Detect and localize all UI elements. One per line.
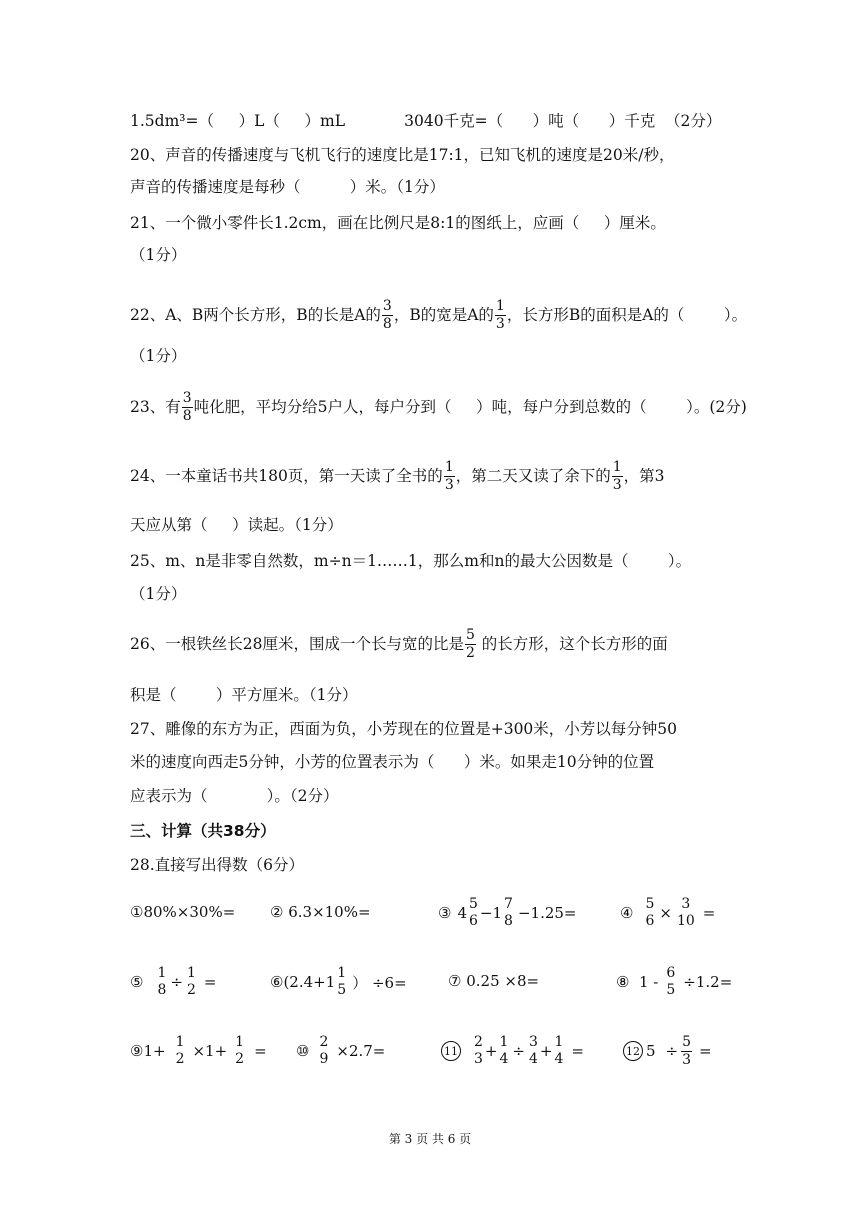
- q22-text-3: ，长方形B的面积是A的（ ）。: [506, 306, 748, 324]
- q21-line2: （1分）: [130, 246, 187, 264]
- q24-text-3: ，第3: [623, 467, 665, 485]
- numerator: 2: [474, 1034, 483, 1050]
- q19-line: 1.5dm³=（ ）L（ ）mL 3040千克=（ ）吨（ ）千克 （2分）: [130, 112, 722, 130]
- q26-line2: 积是（ ）平方厘米。（1分）: [130, 686, 358, 704]
- operator: ×: [659, 904, 672, 922]
- fraction: [382, 298, 393, 333]
- fraction: [554, 1034, 565, 1068]
- q22-line2: （1分）: [130, 347, 187, 365]
- q25-line2: （1分）: [130, 585, 187, 603]
- denominator: 2: [186, 982, 196, 998]
- fraction: [473, 1034, 484, 1068]
- calc-item-12: [623, 1031, 712, 1071]
- numerator: 1: [186, 965, 196, 981]
- calc-item-2: ② 6.3×10%=: [270, 903, 371, 921]
- q20-line1: 20、声音的传播速度与飞机飞行的速度比是17:1，已知飞机的速度是20米/秒，: [130, 146, 675, 164]
- calc-tail: −1.25=: [517, 904, 577, 922]
- denominator: 2: [465, 644, 475, 661]
- fraction: [318, 1034, 329, 1068]
- circled-number-12: 12: [623, 1041, 643, 1061]
- fraction: [528, 1034, 539, 1068]
- q25-line1: 25、m、n是非零自然数，m÷n＝1……1，那么m和n的最大公因数是（ ）。: [130, 552, 692, 570]
- denominator: 3: [612, 476, 622, 493]
- numerator: 6: [666, 965, 676, 981]
- whole-number: 5: [646, 1042, 656, 1060]
- calc-tail: ） ÷6=: [352, 973, 407, 992]
- q24-text-2: ，第二天又读了余下的: [455, 467, 611, 485]
- calc-mark: ⑤: [130, 973, 144, 991]
- denominator: 3: [682, 1051, 692, 1068]
- numerator: 5: [465, 626, 475, 643]
- q27-line3: 应表示为（ ）。（2分）: [130, 787, 339, 805]
- calc-mark: ③: [438, 904, 452, 922]
- q27-line1: 27、雕像的东方为正，西面为负，小芳现在的位置是+300米，小芳以每分钟50: [130, 720, 678, 738]
- fraction: [468, 896, 479, 930]
- page-footer: 第 3 页 共 6 页: [388, 1132, 472, 1146]
- numerator: 3: [681, 896, 691, 912]
- operator: +: [484, 1042, 498, 1060]
- fraction: [336, 965, 347, 999]
- denominator: 4: [554, 1051, 564, 1067]
- denominator: 8: [382, 315, 392, 332]
- q20-line2: 声音的传播速度是每秒（ ）米。（1分）: [130, 178, 445, 196]
- denominator: 4: [529, 1051, 538, 1067]
- calc-mark: ⑥(2.4+1: [270, 973, 336, 991]
- numerator: 1: [235, 1034, 245, 1050]
- numerator: 1: [175, 1034, 185, 1050]
- fraction: [676, 896, 696, 930]
- numerator: 1: [157, 965, 167, 981]
- calc-tail: =: [571, 1042, 584, 1060]
- q28-heading: 28.直接写出得数（6分）: [130, 856, 305, 874]
- denominator: 5: [337, 982, 347, 998]
- denominator: 8: [504, 913, 513, 929]
- fraction: [612, 459, 623, 494]
- calc-tail: ×2.7=: [336, 1042, 386, 1060]
- calc-item-1: ①80%×30%=: [130, 903, 236, 921]
- numerator: 3: [529, 1034, 538, 1050]
- denominator: 10: [676, 913, 695, 929]
- section-3-heading: 三、计算（共38分）: [130, 822, 276, 840]
- calc-item-3: [438, 893, 577, 933]
- fraction: [644, 896, 655, 930]
- fraction: [681, 1034, 692, 1069]
- denominator: 8: [182, 407, 192, 424]
- calc-item-11: [441, 1031, 584, 1071]
- q26-line: [130, 624, 730, 664]
- calc-item-4: [620, 893, 715, 933]
- calc-item-5: [130, 962, 216, 1002]
- calc-mark: ⑨1+: [130, 1042, 166, 1060]
- denominator: 3: [444, 476, 454, 493]
- operator: ÷: [512, 1042, 525, 1060]
- denominator: 8: [157, 982, 167, 998]
- fraction: [665, 965, 676, 999]
- calc-item-6: [270, 962, 407, 1002]
- denominator: 4: [499, 1051, 509, 1067]
- numerator: 2: [319, 1034, 329, 1050]
- q24-text-1: 24、一本童话书共180页，第一天读了全书的: [130, 467, 443, 485]
- circled-number-11: 11: [441, 1041, 461, 1061]
- q24-line2: 天应从第（ ）读起。（1分）: [130, 516, 343, 534]
- q22-line: [130, 295, 748, 335]
- calc-tail: =: [702, 904, 716, 922]
- denominator: 3: [495, 315, 505, 332]
- numerator: 5: [682, 1033, 692, 1050]
- fraction: [495, 298, 506, 333]
- calc-mark: ⑧ 1 -: [616, 973, 659, 991]
- q22-text-1: 22、A、B两个长方形，B的长是A的: [130, 306, 381, 324]
- numerator: 5: [645, 896, 655, 912]
- q26-text-1: 26、一根铁丝长28厘米，围成一个长与宽的比是: [130, 635, 464, 653]
- fraction: [499, 1034, 510, 1068]
- numerator: 7: [504, 896, 513, 912]
- denominator: 2: [175, 1051, 185, 1067]
- calc-item-7: ⑦ 0.25 ×8=: [448, 972, 540, 990]
- q26-text-2: 的长方形，这个长方形的面: [476, 635, 668, 653]
- fraction: [444, 459, 455, 494]
- denominator: 6: [645, 913, 655, 929]
- calc-tail: =: [254, 1042, 267, 1060]
- fraction: [503, 896, 514, 930]
- calc-tail: =: [699, 1042, 712, 1060]
- numerator: 1: [554, 1034, 564, 1050]
- operator: +: [539, 1042, 553, 1060]
- fraction: [186, 965, 197, 999]
- calc-mark: ④: [620, 904, 634, 922]
- calc-item-8: [616, 962, 732, 1002]
- calc-tail: ÷1.2=: [683, 973, 733, 991]
- denominator: 3: [474, 1051, 483, 1067]
- calc-item-10: [296, 1031, 385, 1071]
- fraction: [234, 1034, 245, 1068]
- q22-text-2: ，B的宽是A的: [393, 306, 494, 324]
- denominator: 9: [319, 1051, 329, 1067]
- calc-mark: ⑩: [296, 1042, 310, 1060]
- operator: −1: [479, 904, 503, 922]
- denominator: 5: [666, 982, 676, 998]
- numerator: 1: [337, 965, 347, 981]
- q23-line: [130, 387, 747, 427]
- fraction: [465, 627, 476, 662]
- q23-text-2: 吨化肥，平均分给5户人，每户分到（ ）吨，每户分到总数的（ ）。(2分): [193, 398, 747, 416]
- numerator: 3: [182, 389, 192, 406]
- fraction: [156, 965, 167, 999]
- numerator: 1: [495, 297, 505, 314]
- calc-tail: =: [203, 973, 217, 991]
- q24-line: [130, 456, 730, 496]
- numerator: 3: [382, 297, 392, 314]
- numerator: 1: [444, 458, 454, 475]
- fraction: [182, 390, 193, 425]
- q27-line2: 米的速度向西走5分钟，小芳的位置表示为（ ）米。如果走10分钟的位置: [130, 753, 655, 771]
- denominator: 2: [235, 1051, 245, 1067]
- operator: ÷: [170, 973, 183, 991]
- operator: ÷: [665, 1042, 679, 1060]
- q21-line1: 21、一个微小零件长1.2cm，画在比例尺是8:1的图纸上，应画（ ）厘米。: [130, 214, 666, 232]
- numerator: 5: [469, 896, 478, 912]
- calc-item-9: [130, 1031, 267, 1071]
- numerator: 1: [612, 458, 622, 475]
- fraction: [175, 1034, 186, 1068]
- denominator: 6: [469, 913, 478, 929]
- operator: ×1+: [192, 1042, 228, 1060]
- whole-number: 4: [457, 904, 467, 922]
- numerator: 1: [499, 1034, 509, 1050]
- q23-text-1: 23、有: [130, 398, 181, 416]
